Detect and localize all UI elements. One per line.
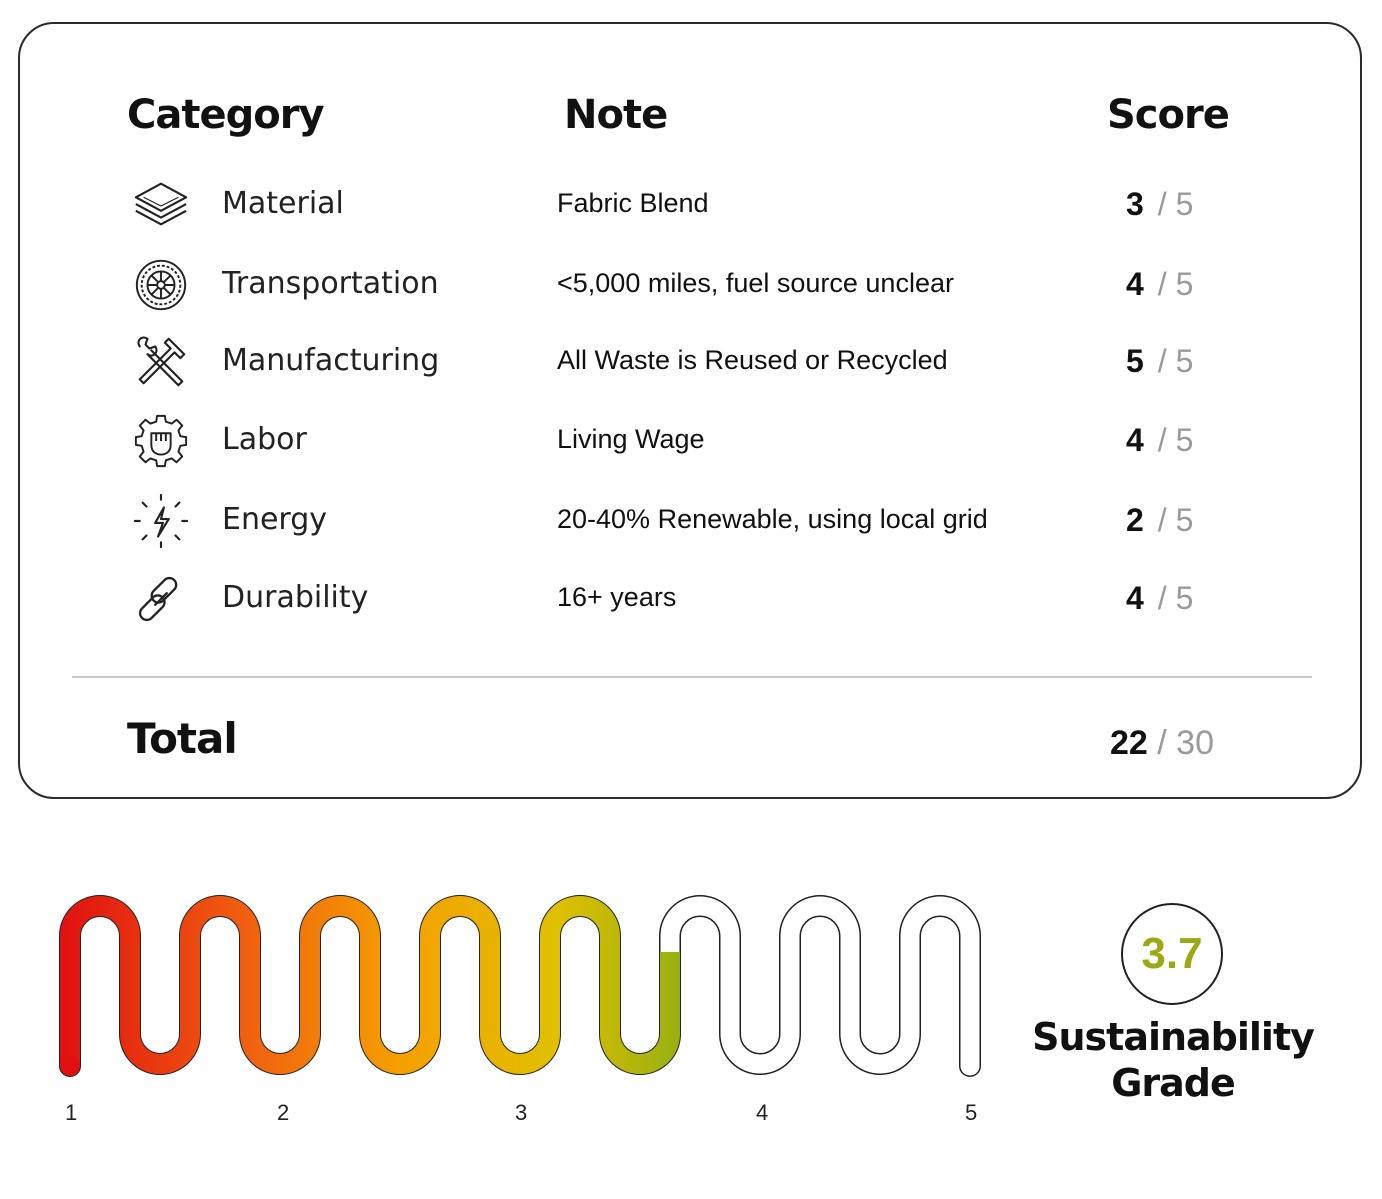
scale-tick: 1 <box>65 1100 78 1125</box>
row-score: 4 / 5 <box>1126 580 1194 616</box>
header-note: Note <box>564 92 668 138</box>
table-row <box>20 566 1364 630</box>
grade-value: 3.7 <box>1121 903 1223 1005</box>
table-row <box>20 488 1364 552</box>
note-text: 16+ years <box>557 582 677 612</box>
layers-icon <box>132 176 190 234</box>
header-category: Category <box>127 92 324 138</box>
scale-tick: 5 <box>965 1100 978 1125</box>
row-score: 5 / 5 <box>1126 343 1194 379</box>
meter-fill <box>70 906 670 1066</box>
note-text: <5,000 miles, fuel source unclear <box>557 268 954 298</box>
category-label: Labor <box>222 422 307 457</box>
grade-meter <box>0 880 1040 1130</box>
table-row <box>20 252 1364 316</box>
scale-tick: 3 <box>515 1100 528 1125</box>
chain-link-icon <box>132 570 190 628</box>
total-label: Total <box>127 714 237 763</box>
category-label: Material <box>222 186 344 221</box>
row-score: 4 / 5 <box>1126 266 1194 302</box>
tire-icon <box>132 256 190 314</box>
table-row <box>20 408 1364 472</box>
row-score: 4 / 5 <box>1126 422 1194 458</box>
category-label: Energy <box>222 502 328 537</box>
meter-track-outline <box>70 906 970 1066</box>
header-score: Score <box>1107 92 1229 138</box>
table-row <box>20 329 1364 393</box>
grade-label: Sustainability Grade <box>1032 1015 1314 1105</box>
score-card <box>18 22 1362 799</box>
tools-icon <box>132 333 190 391</box>
note-text: Fabric Blend <box>557 188 709 218</box>
total-score: 22 / 30 <box>1110 724 1214 762</box>
row-score: 2 / 5 <box>1126 502 1194 538</box>
row-score: 3 / 5 <box>1126 186 1194 222</box>
note-text: All Waste is Reused or Recycled <box>557 345 948 375</box>
gear-fist-icon <box>132 412 190 470</box>
note-text: 20-40% Renewable, using local grid <box>557 504 988 534</box>
scale-tick: 2 <box>277 1100 290 1125</box>
divider <box>72 676 1312 678</box>
lightning-icon <box>132 492 190 550</box>
scale-tick: 4 <box>756 1100 769 1125</box>
table-row <box>20 172 1364 236</box>
note-text: Living Wage <box>557 424 705 454</box>
category-label: Durability <box>222 580 369 615</box>
category-label: Transportation <box>222 266 439 301</box>
category-label: Manufacturing <box>222 343 440 378</box>
